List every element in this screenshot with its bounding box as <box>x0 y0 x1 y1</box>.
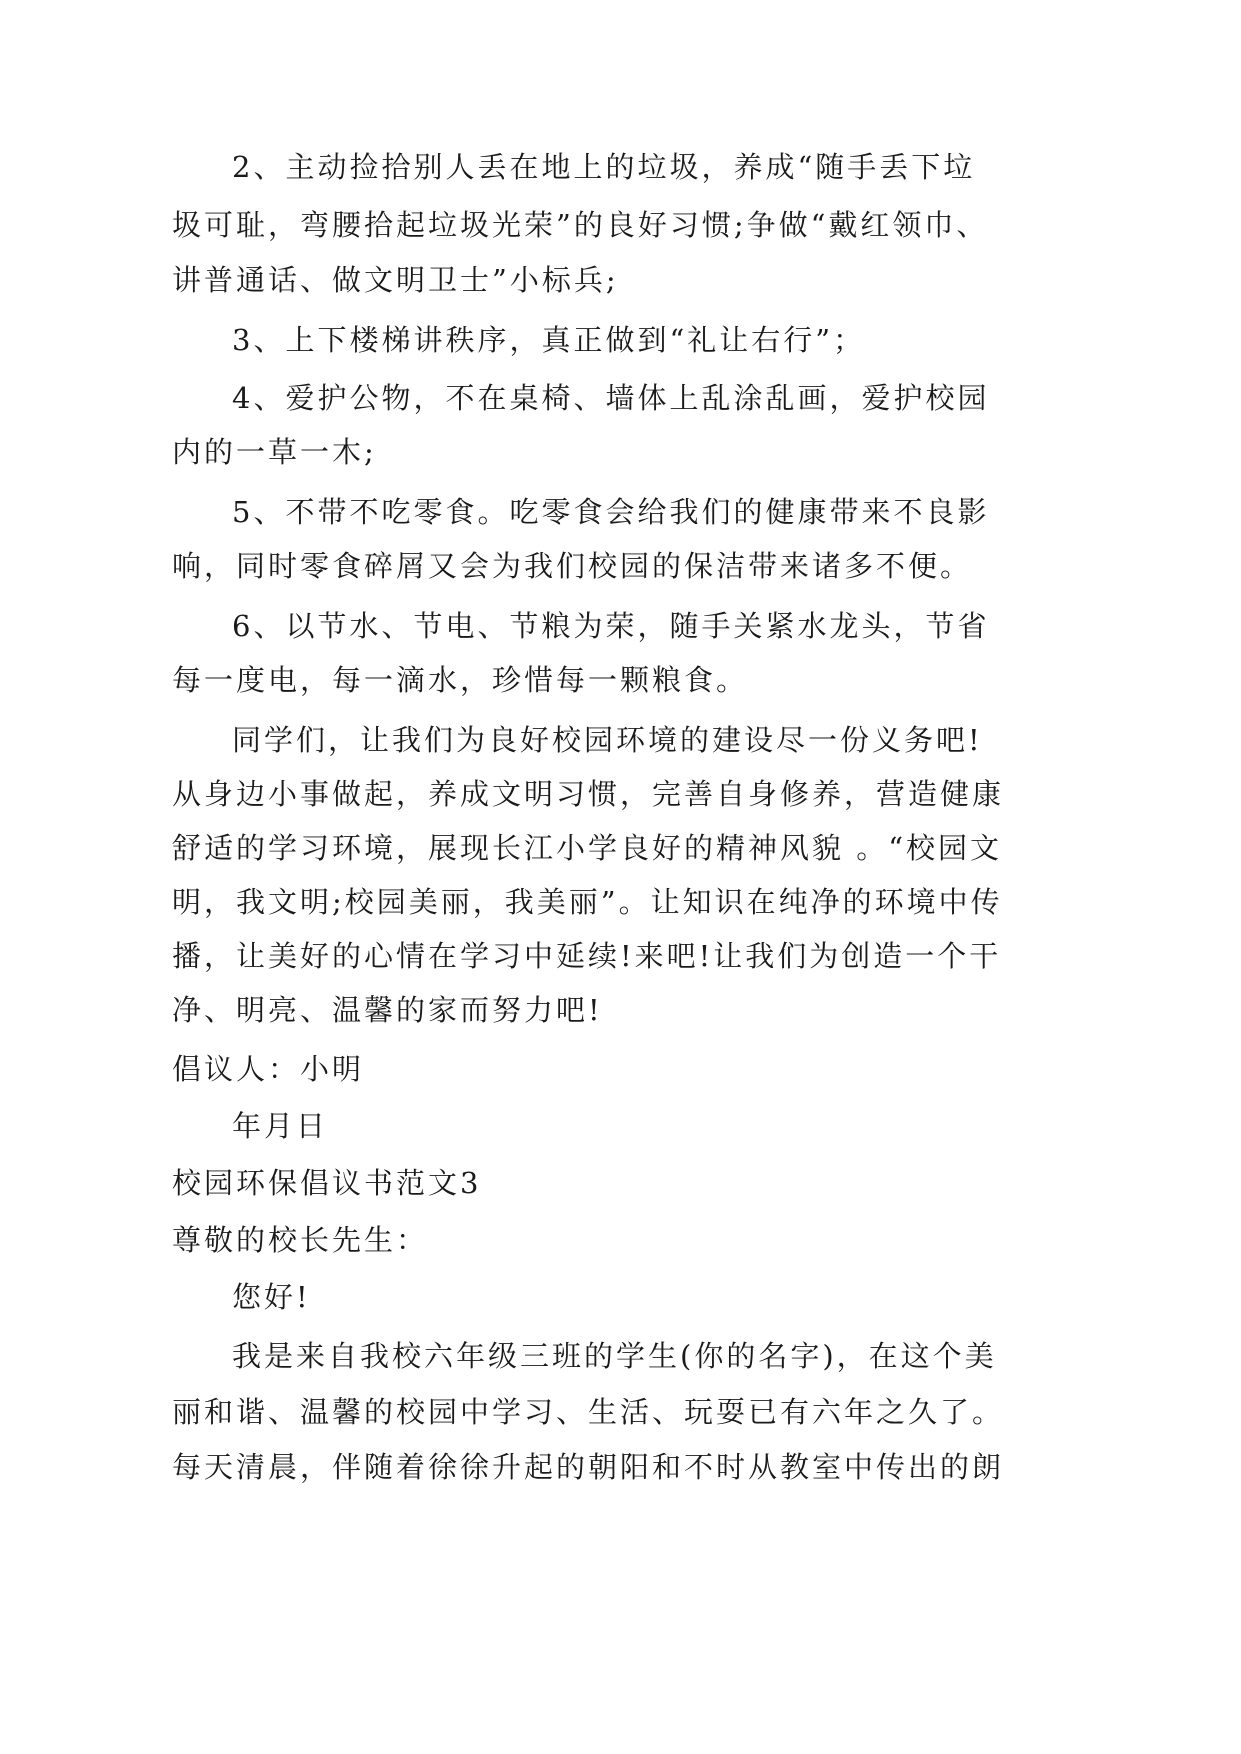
section-title: 校园环保倡议书范文3 <box>172 1166 482 1200</box>
greeting: 您好! <box>232 1280 311 1314</box>
text-line: 净、明亮、温馨的家而努力吧! <box>172 993 603 1027</box>
text-line: 丽和谐、温馨的校园中学习、生活、玩耍已有六年之久了。 <box>172 1395 1005 1429</box>
salutation: 尊敬的校长先生： <box>172 1223 429 1257</box>
text-line: 5、不带不吃零食。吃零食会给我们的健康带来不良影 <box>232 495 990 529</box>
text-line: 明，我文明;校园美丽，我美丽”。让知识在纯净的环境中传 <box>172 885 1003 919</box>
text-line: 播，让美好的心情在学习中延续!来吧!让我们为创造一个干 <box>172 939 1002 973</box>
text-line: 每一度电，每一滴水，珍惜每一颗粮食。 <box>172 663 749 697</box>
text-line: 2、主动捡拾别人丢在地上的垃圾，养成“随手丢下垃 <box>232 150 976 184</box>
text-line: 响，同时零食碎屑又会为我们校园的保洁带来诸多不便。 <box>172 549 973 583</box>
text-line: 从身边小事做起，养成文明习惯，完善自身修养，营造健康 <box>172 777 1005 811</box>
date-line: 年月日 <box>232 1109 329 1143</box>
text-line: 内的一草一木; <box>172 435 377 469</box>
text-line: 讲普通话、做文明卫士”小标兵; <box>172 263 619 297</box>
text-line: 3、上下楼梯讲秩序，真正做到“礼让右行”； <box>232 323 866 357</box>
text-line: 4、爱护公物，不在桌椅、墙体上乱涂乱画，爱护校园 <box>232 381 990 415</box>
text-line: 同学们，让我们为良好校园环境的建设尽一份义务吧! <box>232 723 983 757</box>
signature-line: 倡议人：小明 <box>172 1052 365 1086</box>
text-line: 舒适的学习环境，展现长江小学良好的精神风貌 。“校园文 <box>172 831 1003 865</box>
text-line: 6、以节水、节电、节粮为荣，随手关紧水龙头，节省 <box>232 609 990 643</box>
text-line: 圾可耻，弯腰拾起垃圾光荣”的良好习惯;争做“戴红领巾、 <box>172 208 989 242</box>
text-line: 每天清晨，伴随着徐徐升起的朝阳和不时从教室中传出的朗 <box>172 1450 1005 1484</box>
text-line: 我是来自我校六年级三班的学生(你的名字)，在这个美 <box>232 1339 997 1373</box>
